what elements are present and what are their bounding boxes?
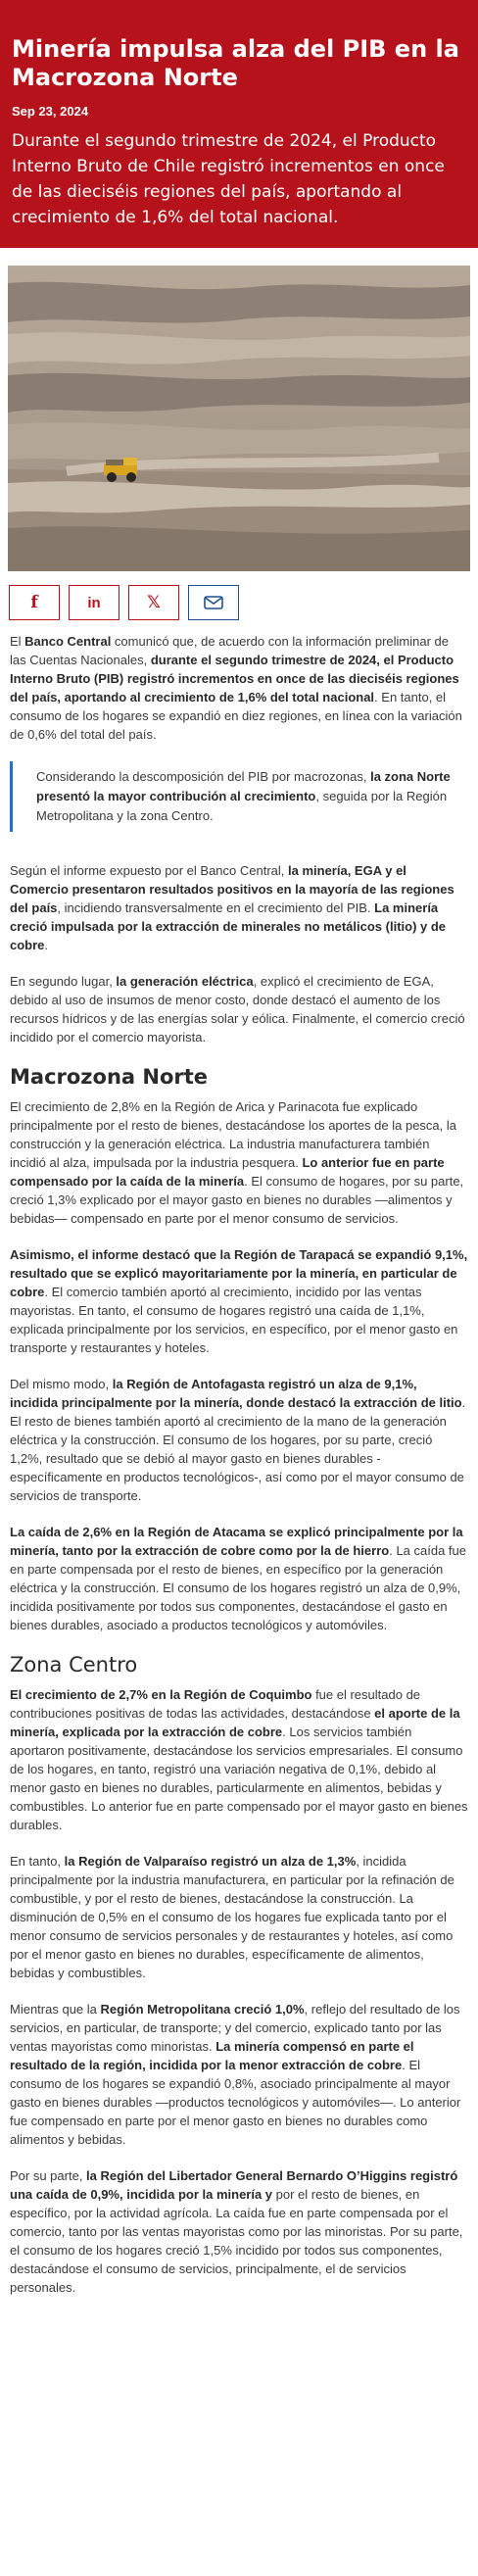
- share-x-button[interactable]: [128, 585, 179, 620]
- paragraph-metropolitana: Mientras que la Región Metropolitana creció 1,0%, reflejo del resultado de los servicios, en particular, de transporte; y del comercio, explicado tanto por las ventas mayoristas como minoristas. La minería compensó en parte el resultado de la región, incidida por la menor extracción de cobre. El consumo de los hogares se expandió 0,8%, asociado principalmente al mayor gasto en bienes durables —productos tecnológicos y automóviles—. Lo anterior fue compensado en parte por el menor gasto en bienes no durables como alimentos y bebidas.: [10, 2002, 461, 2147]
- share-bar: [9, 585, 478, 620]
- intro-paragraph: El Banco Central comunicó que, de acuerdo con la información preliminar de las Cuentas Nacionales, durante el segundo trimestre de 2024, el Producto Interno Bruto (PIB) registró incrementos en once de las dieciséis regiones del país, aportando al crecimiento de 1,6% del total nacional. En tanto, el consumo de los hogares se expandió en diez regiones, en línea con la variación de 0,6% del total del país.: [10, 634, 462, 742]
- article-title: Minería impulsa alza del PIB en la Macrozona Norte: [12, 35, 459, 91]
- article-header: [0, 0, 478, 248]
- facebook-icon: f: [30, 593, 38, 612]
- paragraph-tarapaca: Asimismo, el informe destacó que la Región de Tarapacá se expandió 9,1%, resultado que se explicó mayoritariamente por la minería, en particular de cobre. El comercio también aportó al crecimiento, incidido por las ventas mayoristas. En tanto, el consumo de hogares registró una caída de 1,1%, explicada principalmente por los servicios, en específico, por el menor gasto en transporte y restaurantes y hoteles.: [10, 1247, 468, 1355]
- mining-truck-photo: [8, 266, 470, 571]
- paragraph-atacama: La caída de 2,6% en la Región de Atacama se explicó principalmente por la minería, tanto por la extracción de cobre como por la de hierro. La caída fue en parte compensada por el resto de bienes, en específico por la generación eléctrica y la construcción. El consumo de los hogares registró un alza de 0,9%, incidida positivamente por todos sus componentes, destacándose el gasto en bienes durables, asociado a productos tecnológicos y automóviles.: [10, 1525, 466, 1632]
- paragraph-valparaiso: En tanto, la Región de Valparaíso registró un alza de 1,3%, incidida principalmente por la industria manufacturera, en particular por la refinación de combustible, y por el resto de bienes, destacándose la construcción. La disminución de 0,5% en el consumo de los hogares fue explicada tanto por el menor consumo de servicios personales y de restaurantes y hoteles, así como por el menor gasto en bienes no durables, específicamente de alimentos, bebidas y combustibles.: [10, 1854, 454, 1980]
- share-facebook-button[interactable]: [9, 585, 60, 620]
- article-lead: Durante el segundo trimestre de 2024, el Producto Interno Bruto de Chile registró incrementos en once de las dieciséis regiones del país, aportando al crecimiento de 1,6% del total nacional.: [12, 131, 445, 227]
- paragraph-antofagasta: Del mismo modo, la Región de Antofagasta registró un alza de 9,1%, incidida principalmente por la minería, donde destacó la extracción de litio. El resto de bienes también aportó al crecimiento de la mano de la generación eléctrica y la construcción. El consumo de los hogares, por su parte, creció 1,2%, resultado que se debió al mayor gasto en bienes durables -específicamente en productos tecnológicos-, así como por el mayor consumo de servicios de transporte.: [10, 1377, 466, 1503]
- section-heading-norte: Macrozona Norte: [10, 1065, 209, 1089]
- paragraph-sectors: Según el informe expuesto por el Banco Central, la minería, EGA y el Comercio presentaron resultados positivos en la mayoría de las regiones del país, incidiendo transversalmente en el crecimiento del PIB. La minería creció impulsada por la extracción de minerales no metálicos (litio) y de cobre.: [10, 863, 454, 952]
- linkedin-icon: in: [87, 594, 101, 611]
- x-icon: 𝕏: [147, 593, 161, 611]
- paragraph-ohiggins: Por su parte, la Región del Libertador General Bernardo O’Higgins registró una caída de 0,9%, incidida por la minería y por el resto de bienes, en específico, por la actividad agrícola. La caída fue en parte compensada por el comercio, tanto por las ventas mayoristas como por las minoristas. Por su parte, el consumo de los hogares creció 1,5% incidido por todos sus componentes, destacándose el consumo de servicios, principalmente, el de servicios personales.: [10, 2168, 463, 2295]
- share-email-button[interactable]: [188, 585, 239, 620]
- section-heading-centro: Zona Centro: [10, 1653, 138, 1677]
- article-body: [0, 632, 478, 2297]
- paragraph-electricity: En segundo lugar, la generación eléctrica, explicó el crecimiento de EGA, debido al uso de insumos de menor costo, donde destacó el aumento de los recursos hídricos y de las energías solar y eólica. Finalmente, el comercio creció incidido por el comercio mayorista.: [10, 974, 465, 1045]
- pull-quote: Considerando la descomposición del PIB por macrozonas, la zona Norte presentó la mayor contribución al crecimiento, seguida por la Región Metropolitana y la zona Centro.: [10, 761, 468, 832]
- paragraph-arica: El crecimiento de 2,8% en la Región de Arica y Parinacota fue explicado principalmente por el resto de bienes, destacándose los aportes de la pesca, la construcción y la generación eléctrica. La industria manufacturera también incidió al alza, impulsada por la industria pesquera. Lo anterior fue en parte compensado por la caída de la minería. El consumo de hogares, por su parte, creció 1,3% explicado por el mayor gasto en bienes no durables —alimentos y bebidas— compensado en parte por el menor consumo de servicios.: [10, 1099, 464, 1226]
- paragraph-coquimbo: El crecimiento de 2,7% en la Región de Coquimbo fue el resultado de contribuciones positivas de todas las actividades, destacándose el aporte de la minería, explicada por la extracción de cobre. Los servicios también aportaron positivamente, destacándose los servicios empresariales. El consumo de los hogares, en tanto, registró una variación negativa de 0,1%, debido al menor gasto en bienes no durables, particularmente en alimentos, bebidas y combustibles. Lo anterior fue en parte compensado por el mayor gasto en bienes durables.: [10, 1687, 468, 1832]
- mail-icon: [204, 596, 223, 609]
- share-linkedin-button[interactable]: [69, 585, 120, 620]
- article-date: Sep 23, 2024: [12, 104, 89, 119]
